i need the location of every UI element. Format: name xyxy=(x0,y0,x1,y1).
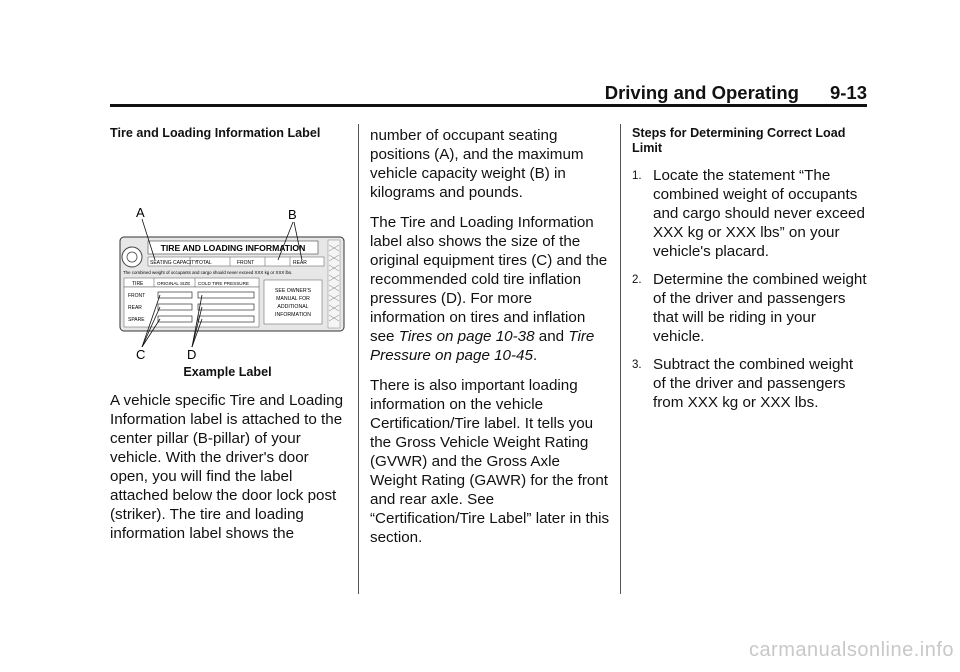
paragraph: There is also important loading information on the vehicle Certification/Tire label. It tells you the Gross Vehicle Weight Rating (GVWR) and the Gross Axle Weight Rating (GAWR) for the front and rear axle. See “Certification/Tire Label” later in this section. xyxy=(370,377,610,546)
steps-list xyxy=(632,166,867,412)
column-divider-1 xyxy=(358,124,359,594)
step-number: 2. xyxy=(632,274,642,286)
tire-emblem-icon xyxy=(122,247,142,267)
paragraph: number of occupant seating positions (A), and the maximum vehicle capacity weight (B) in kilograms and pounds. xyxy=(370,127,584,201)
tire-label-figure xyxy=(110,147,345,365)
step-number: 1. xyxy=(632,170,642,182)
row-front: FRONT xyxy=(128,293,146,299)
label-title: TIRE AND LOADING INFORMATION xyxy=(160,243,306,253)
total-label: TOTAL xyxy=(196,260,212,266)
col-tire: TIRE xyxy=(132,281,144,287)
paragraph-text: The Tire and Loading Information label also shows the size of the original equipment tires (C) and the recommended cold tire inflation pressures (D). For more information on tires and inflation see xyxy=(370,214,608,345)
and-text: and xyxy=(538,328,565,345)
page-number: 9-13 xyxy=(829,82,867,103)
link-tires-on-page[interactable]: Tires on page 10-38 xyxy=(398,328,535,345)
list-item xyxy=(632,355,867,412)
col-cold-pressure: COLD TIRE PRESSURE xyxy=(198,281,249,286)
column-2 xyxy=(370,126,610,558)
list-item xyxy=(632,270,867,346)
tire-label-illustration xyxy=(110,147,345,365)
paragraph: A vehicle specific Tire and Loading Information label is attached to the center pillar (B-pillar) of your vehicle. With the driver's door open, you will find the label attached below the door lock post (striker). The tire and loading information label shows the xyxy=(110,392,344,542)
figure-caption: Example Label xyxy=(183,365,272,379)
combined-note: The combined weight of occupants and cargo should never exceed XXX kg or XXX lbs. xyxy=(123,270,293,275)
callout-d: D xyxy=(187,347,197,362)
step-text: Subtract the combined weight of the driver and passengers from XXX kg or XXX lbs. xyxy=(653,356,854,411)
callout-b: B xyxy=(288,207,297,222)
rear-label: REAR xyxy=(293,260,307,266)
see-manual-line-3: ADDITIONAL xyxy=(277,304,309,310)
header-rule xyxy=(110,104,867,107)
col-original-size: ORIGINAL SIZE xyxy=(157,281,191,286)
front-label: FRONT xyxy=(237,260,255,266)
page-header xyxy=(110,82,867,104)
section-heading: Tire and Loading Information Label xyxy=(110,126,321,140)
watermark-text: carmanualsonline.info xyxy=(748,639,954,661)
label-strip xyxy=(328,240,340,328)
column-1 xyxy=(110,126,345,554)
see-manual-line-2: MANUAL FOR xyxy=(276,296,310,302)
paragraph-with-links: The Tire and Loading Information label also shows the size of the original equipment tires (C) and the recommended cold tire inflation pressures (D). For more information on tires and inflation see Tires on page 10-38 and Tire Pressure on page 10-45. xyxy=(370,214,608,364)
step-text: Determine the combined weight of the driver and passengers that will be riding in your vehicle. xyxy=(653,271,867,345)
see-manual-line-4: INFORMATION xyxy=(275,312,311,318)
see-manual-line-1: SEE OWNER'S xyxy=(274,288,312,294)
callout-c: C xyxy=(136,347,146,362)
row-rear: REAR xyxy=(128,305,142,311)
section-title: Driving and Operating xyxy=(604,82,799,103)
list-item xyxy=(632,166,867,261)
row-spare: SPARE xyxy=(128,317,145,323)
step-text: Locate the statement “The combined weight of occupants and cargo should never exceed XXX kg or XXX lbs” on your vehicle's placard. xyxy=(653,167,865,260)
column-3 xyxy=(632,126,867,421)
column-divider-2 xyxy=(620,124,621,594)
callout-a: A xyxy=(136,205,145,220)
section-heading: Steps for Determining Correct Load Limit xyxy=(632,126,846,155)
link-tire-pressure[interactable]: Tire Pressure on page 10-45 xyxy=(370,328,595,364)
step-number: 3. xyxy=(632,359,642,371)
seating-capacity-label: SEATING CAPACITY xyxy=(150,260,198,266)
